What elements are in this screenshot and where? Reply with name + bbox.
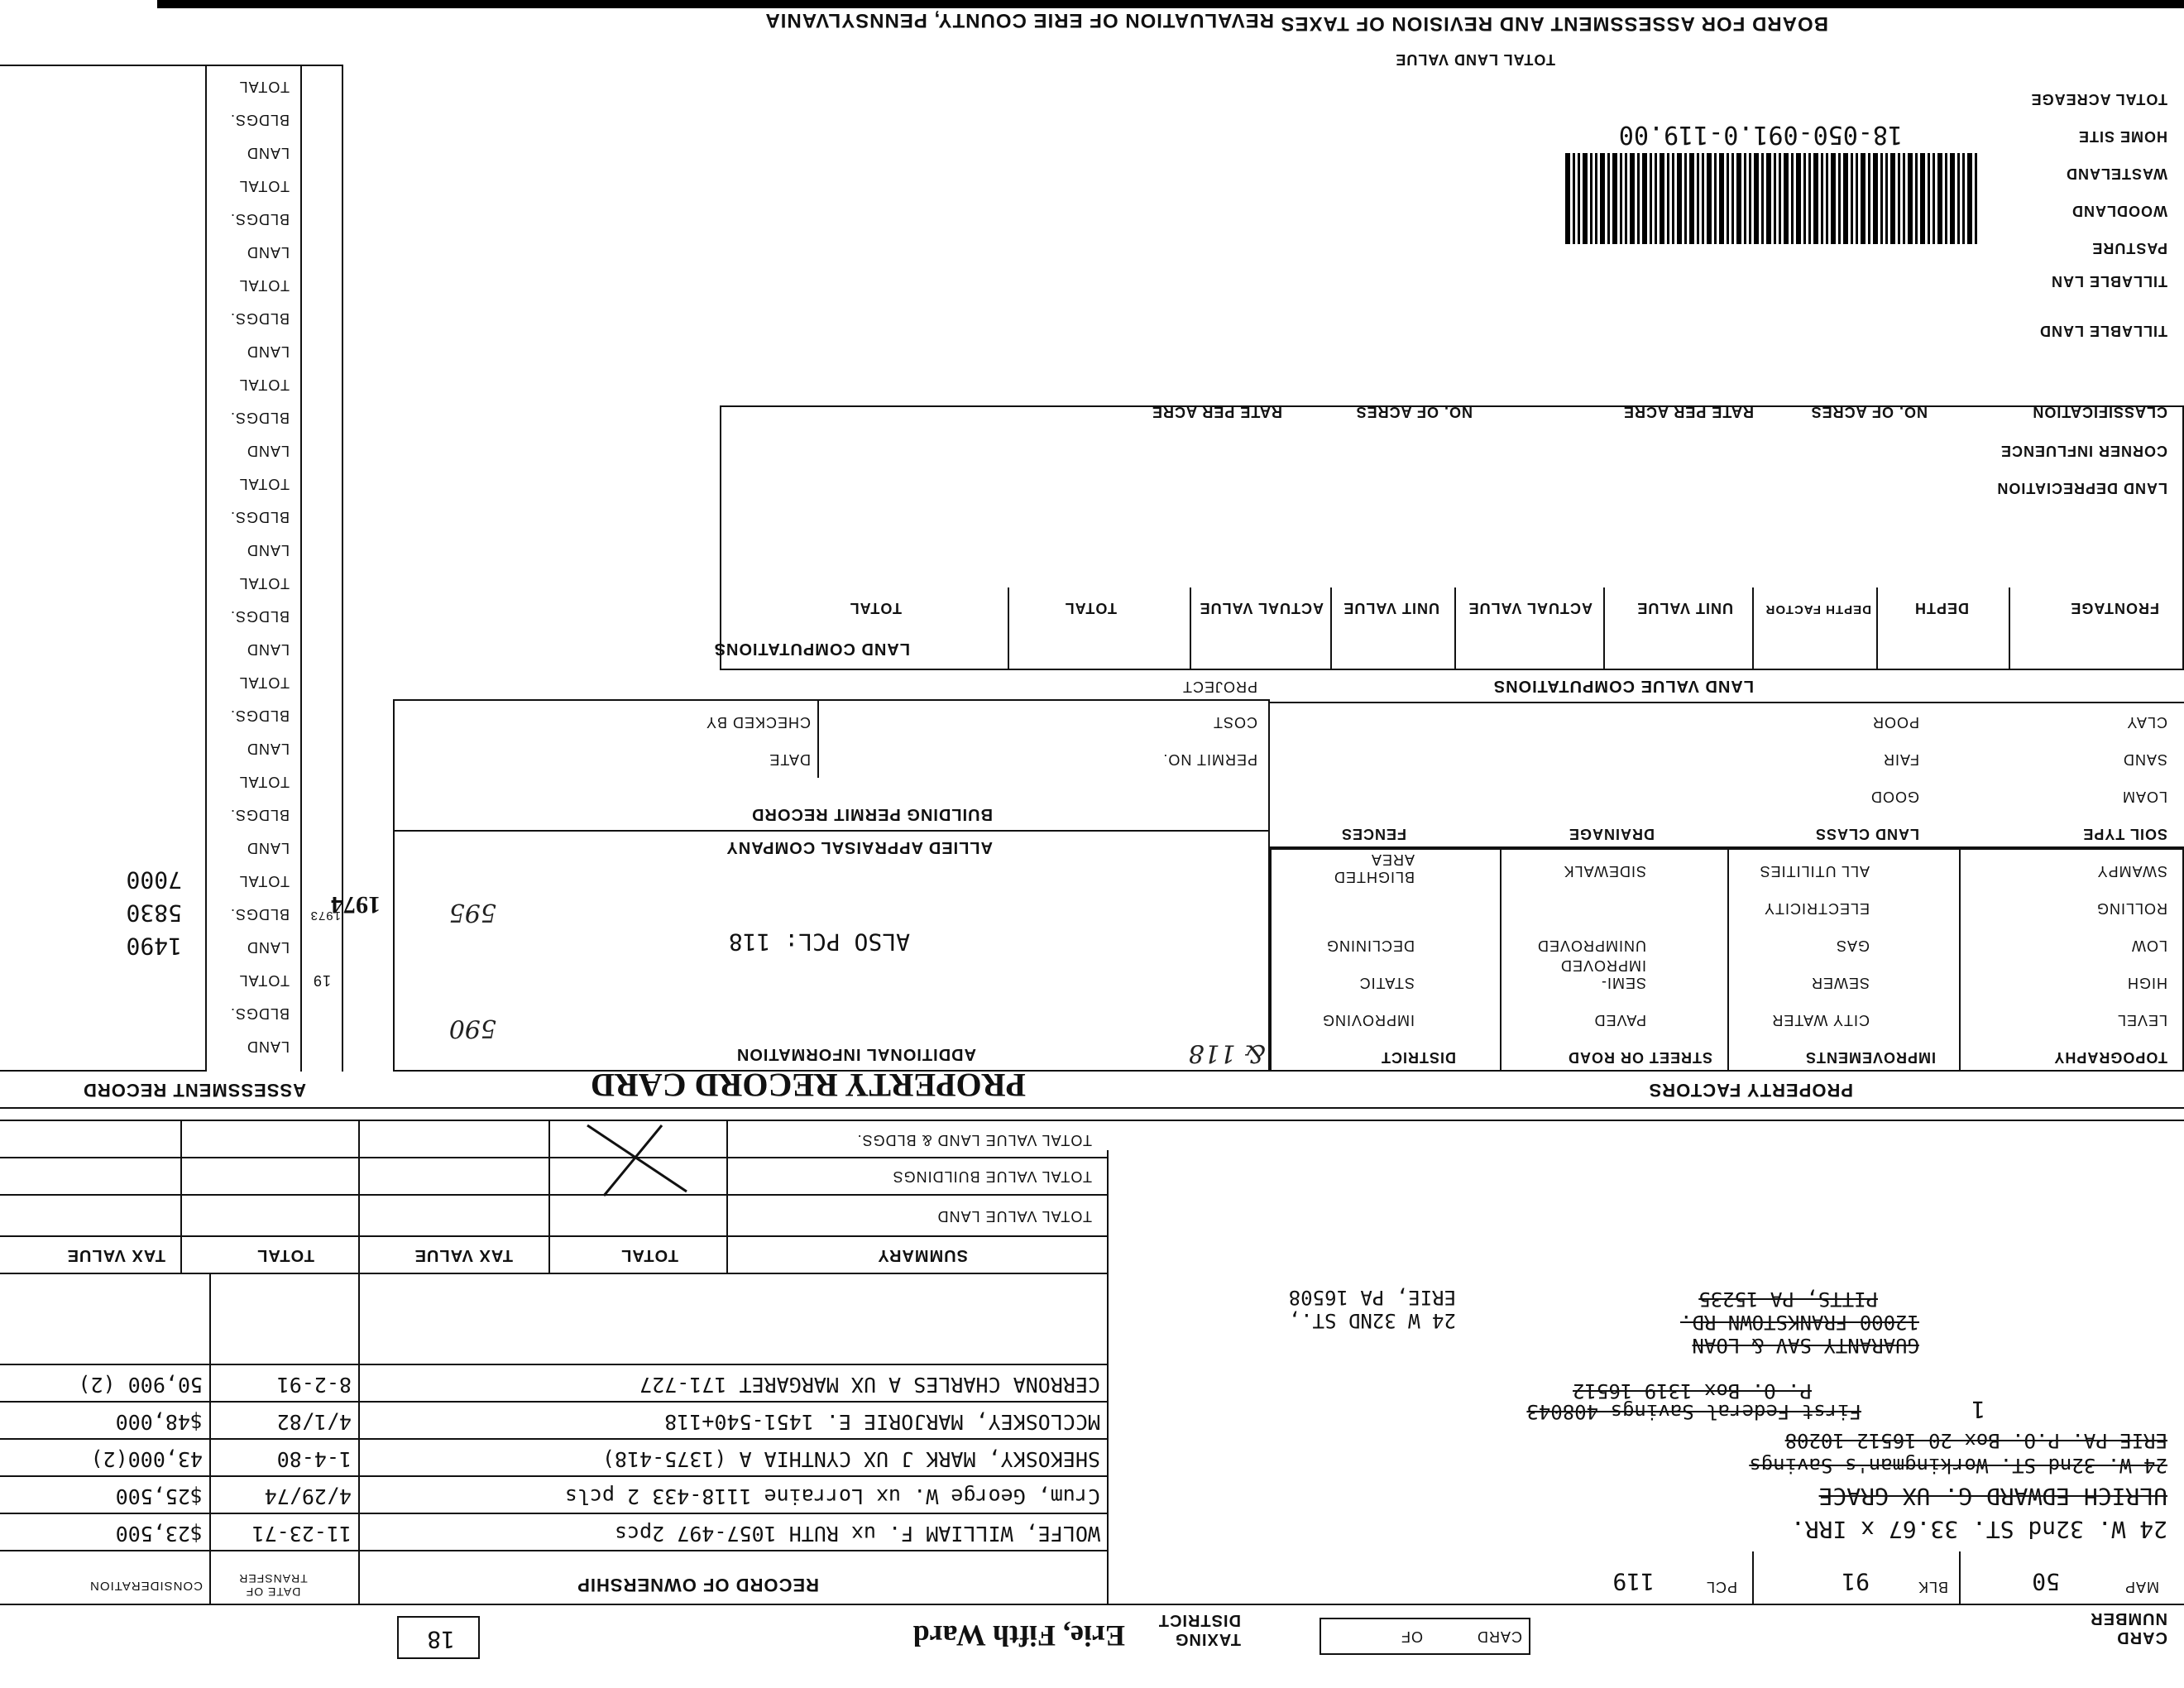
rule-mid (0, 1107, 2184, 1109)
scan-edge-bar (157, 0, 2184, 8)
barcode (1563, 153, 1977, 244)
asmt-bldg-7: BLDGS. (229, 410, 290, 426)
asmt-bldg-10: BLDGS. (229, 112, 290, 128)
factors-v3 (1500, 848, 1502, 1072)
permit-title: BUILDING PERMIT RECORD (751, 805, 993, 823)
soil-top (1270, 846, 2184, 848)
topo-1: LEVEL (2116, 1012, 2167, 1029)
impr-4: ELECTRICITY (1763, 900, 1870, 917)
summary-v3 (358, 1121, 360, 1274)
ownership-date-4: 4/1/82 (276, 1410, 352, 1434)
fences: FENCES (1340, 826, 1406, 842)
lender-struck-4: 12000 FRANKSTOWN RD. (1680, 1311, 1919, 1334)
of-label: OF (1401, 1628, 1423, 1645)
acre-row-1: TILLABLE LAND (2039, 323, 2167, 339)
soil-1: LOAM (2121, 789, 2167, 805)
factors-title: PROPERTY FACTORS (1648, 1080, 1853, 1101)
asmt-bldg-4: BLDGS. (229, 707, 290, 724)
soil-type: SOIL TYPE (2082, 826, 2167, 842)
street-2: SEMI-IMPROVED (1559, 957, 1646, 991)
asmt-total-3: TOTAL (238, 774, 290, 790)
permit-top (393, 830, 1270, 832)
summary-tax-header-1: TAX VALUE (414, 1246, 513, 1264)
asmt-bldg-9: BLDGS. (229, 211, 290, 228)
ownership-date-header: DATE OF TRANSFER (238, 1572, 308, 1599)
assessment-v1 (342, 66, 343, 1072)
asmt-bldg-5: BLDGS. (229, 608, 290, 625)
asmt-total-1: TOTAL (238, 972, 290, 989)
acre-row-6: HOME SITE (2077, 128, 2167, 145)
ownership-v-cons (209, 1274, 211, 1605)
asmt-total-value: 7000 (126, 866, 182, 894)
total-land-value: TOTAL LAND VALUE (1395, 51, 1555, 68)
summary-total-header-1: TOTAL (620, 1246, 678, 1264)
grade-2: FAIR (1882, 751, 1919, 768)
asmt-land-4: LAND (246, 741, 290, 757)
impr-5: ALL UTILITIES (1759, 863, 1870, 880)
factors-v2 (1727, 848, 1729, 1072)
asmt-land-5: LAND (246, 641, 290, 658)
ownership-owner-5: CERRONA CHARLES A UX MARGARET 171-727 (639, 1373, 1100, 1397)
summary-v2 (548, 1121, 550, 1274)
asmt-land-10: LAND (246, 145, 290, 161)
lv-depth-factor: DEPTH FACTOR (1765, 602, 1871, 616)
impr-1: CITY WATER (1771, 1012, 1870, 1029)
ownership-date-1: 11-23-71 (251, 1522, 352, 1546)
summary-title: SUMMARY (877, 1246, 968, 1264)
parcel-mark: 1 (1971, 1396, 1985, 1423)
lv-rate-acre-1: RATE PER ACRE (1622, 404, 1754, 420)
ownership-row-4 (0, 1401, 1109, 1403)
lv-rate-acre-2: RATE PER ACRE (1151, 404, 1282, 420)
lv-depth: DEPTH (1913, 600, 1969, 616)
blk-value: 91 (1842, 1568, 1870, 1595)
summary-cross-mark (579, 1121, 695, 1200)
ownership-consideration-header: CONSIDERATION (89, 1579, 203, 1593)
ownership-owner-1: WOLFE, WILLIAM F. ux RUTH 1057-497 2pcs (615, 1522, 1100, 1546)
asmt-total-5: TOTAL (238, 575, 290, 592)
ownership-consideration-4: $48,000 (115, 1410, 203, 1434)
ownership-owner-4: MCCLOSKEY, MARJORIE E. 1451-540+118 (664, 1410, 1100, 1434)
ownership-title: RECORD OF OWNERSHIP (577, 1575, 819, 1595)
asmt-land-8: LAND (246, 343, 290, 360)
asmt-land-6: LAND (246, 542, 290, 559)
assessment-v2 (300, 66, 302, 1072)
lender-struck-1: First Federal Savings 408043 (1526, 1400, 1861, 1423)
permit-cost: COST (1212, 714, 1257, 731)
topo-2: HIGH (2127, 975, 2167, 991)
asmt-bldg-3: BLDGS. (229, 807, 290, 823)
map-label: MAP (2124, 1579, 2159, 1595)
owner-struck-3: ERIE PA. P.O. Box 20 16512 10208 (1784, 1429, 2167, 1452)
land-computations: LAND COMPUTATIONS (713, 640, 910, 658)
lv-v8 (1008, 587, 1009, 670)
district-1: IMPROVING (1321, 1012, 1415, 1029)
asmt-bldg-8: BLDGS. (229, 310, 290, 327)
summary-v1 (726, 1121, 728, 1274)
ownership-consideration-3: 43,000(2) (90, 1447, 203, 1471)
hand-note-1: 590 (448, 1014, 496, 1043)
acre-row-4: WOODLAND (2071, 203, 2167, 219)
street-3: UNIMPROVED (1536, 938, 1646, 954)
pcl-value: 119 (1612, 1568, 1655, 1595)
summary-bottom (0, 1120, 2184, 1121)
land-value-title: LAND VALUE COMPUTATIONS (1492, 677, 1754, 695)
right-edge-top (0, 1070, 207, 1072)
acre-row-5: WASTELAND (2066, 165, 2167, 182)
owner-struck-2: 24 W. 32nd ST. Workingman's Savings (1749, 1454, 2167, 1477)
district-code: 18 (427, 1626, 455, 1653)
district-5: BLIGHTED AREA (1333, 851, 1415, 885)
lv-v4 (1603, 587, 1605, 670)
ownership-consideration-5: 50,900 (2) (78, 1373, 203, 1397)
factors-v1 (1959, 848, 1961, 1072)
taxing-district-label: TAXING DISTRICT (1157, 1611, 1241, 1648)
asmt-yr-2: 1973 (309, 909, 341, 923)
impr-2: SEWER (1810, 975, 1870, 991)
lv-unit-value-2: UNIT VALUE (1343, 600, 1439, 616)
district-2: STATIC (1358, 975, 1415, 991)
mail-address-1: 24 W 32ND ST., (1288, 1309, 1456, 1332)
asmt-total-6: TOTAL (238, 476, 290, 492)
total-acreage: TOTAL ACREAGE (2030, 91, 2167, 108)
asmt-total-9: TOTAL (238, 178, 290, 194)
lv-v2 (1876, 587, 1878, 670)
rule-map-top (0, 1604, 2184, 1605)
asmt-land-2: LAND (246, 939, 290, 956)
also-pcl: ALSO PCL: 118 (728, 928, 910, 956)
lv-actual-value-1: ACTUAL VALUE (1468, 600, 1592, 616)
rule-map-v2 (1752, 1551, 1754, 1605)
factors-improvements: IMPROVEMENTS (1804, 1049, 1936, 1066)
summary-top (0, 1273, 1109, 1274)
ownership-row-3 (0, 1438, 1109, 1440)
asmt-bldg-2: BLDGS. (229, 906, 290, 923)
asmt-land-3: LAND (246, 840, 290, 856)
blk-label: BLK (1917, 1579, 1948, 1595)
lv-frontage: FRONTAGE (2070, 600, 2159, 616)
permit-v (817, 699, 819, 778)
ownership-row-2 (0, 1475, 1109, 1477)
acre-row-2: TILLABLE LAN (2051, 273, 2167, 290)
summary-v4 (180, 1121, 182, 1274)
rule-map-bottom (0, 1550, 1109, 1551)
asmt-yr-1974: 1974 (331, 891, 381, 918)
ownership-date-2: 4/29/74 (264, 1484, 352, 1508)
record-card-title: PROPERTY RECORD CARD (591, 1067, 1026, 1104)
lv-corner-influence: CORNER INFLUENCE (2000, 443, 2167, 459)
lender-struck-5: PITTS, PA 15235 (1698, 1288, 1878, 1311)
map-value: 50 (2032, 1568, 2060, 1595)
summary-tax-header-2: TAX VALUE (66, 1246, 165, 1264)
card-number-label: CARD NUMBER (2090, 1609, 2167, 1647)
asmt-total-8: TOTAL (238, 277, 290, 294)
lv-total-1: TOTAL (1064, 600, 1117, 616)
factors-district: DISTRICT (1381, 1049, 1456, 1066)
barcode-number: 18-050-091.0-119.00 (1618, 120, 1903, 149)
record-card-frame (393, 699, 1270, 1072)
assessment-v3 (205, 66, 207, 1072)
rule-map-v1 (1959, 1551, 1961, 1605)
asmt-bldg-1: BLDGS. (229, 1005, 290, 1022)
lv-total-2: TOTAL (849, 600, 902, 616)
grade-3: POOR (1871, 714, 1919, 731)
street-1: PAVED (1593, 1012, 1646, 1029)
land-value-grid (720, 405, 2184, 670)
asmt-total-4: TOTAL (238, 674, 290, 691)
right-edge-bottom (0, 65, 343, 66)
land-class: LAND CLASS (1815, 826, 1919, 842)
soil-3: CLAY (2126, 714, 2167, 731)
street-5: SIDEWALK (1563, 863, 1646, 880)
drainage: DRAINAGE (1568, 826, 1655, 842)
permit-date: DATE (769, 751, 811, 768)
impr-3: GAS (1835, 938, 1870, 954)
ownership-date-5: 8-2-91 (276, 1373, 352, 1397)
lv-unit-value-1: UNIT VALUE (1636, 600, 1733, 616)
ownership-owner-2: Crum, George W. ux Lorraine 1118-433 2 pcls (564, 1484, 1100, 1508)
rule-map-v3 (1107, 1150, 1109, 1605)
ownership-owner-3: SHEKOSKY, MARK J UX CYNTHIA A (1375-418) (601, 1447, 1100, 1471)
pcl-label: PCL (1705, 1579, 1737, 1595)
lv-v1 (2009, 587, 2010, 670)
ownership-consideration-2: $25,500 (115, 1484, 203, 1508)
ownership-row-5 (0, 1364, 1109, 1365)
ownership-consideration-1: $23,500 (115, 1522, 203, 1546)
header-title: REVALUATION OF ERIE COUNTY, PENNSYLVANIA (764, 9, 1274, 31)
lv-classification: CLASSIFICATION (2032, 404, 2167, 420)
summary-row-both: TOTAL VALUE LAND & BLDGS. (856, 1132, 1092, 1149)
lender-struck-2: P. O. Box 1319 16512 (1573, 1379, 1812, 1403)
grade-1: GOOD (1870, 789, 1919, 805)
soil-2: SAND (2122, 751, 2167, 768)
lv-land-depreciation: LAND DEPRECIATION (1996, 480, 2167, 496)
pcl-note: & 118 (1188, 1038, 1266, 1067)
asmt-land-value: 1490 (126, 933, 182, 960)
asmt-total-2: TOTAL (238, 873, 290, 890)
asmt-total-10: TOTAL (238, 79, 290, 95)
district-3: DECLINING (1325, 938, 1415, 954)
permit-no: PERMIT NO. (1162, 751, 1257, 768)
ownership-v-date (358, 1274, 360, 1605)
lv-v5 (1454, 587, 1456, 670)
topo-5: SWAMPY (2096, 863, 2167, 880)
ownership-date-3: 1-4-80 (276, 1447, 352, 1471)
summary-total-header-2: TOTAL (256, 1246, 314, 1264)
asmt-yr-1: 19 (312, 972, 331, 989)
acre-row-3: PASTURE (2091, 240, 2167, 257)
asmt-land-7: LAND (246, 443, 290, 459)
factors-topography: TOPOGRAPHY (2053, 1049, 2167, 1066)
asmt-bldg-6: BLDGS. (229, 509, 290, 525)
additional-info: ADDITIONAL INFORMATION (735, 1045, 976, 1063)
asmt-land-1: LAND (246, 1038, 290, 1055)
parcel-location: 24 W. 32nd ST. 33.67 x IRR. (1790, 1516, 2167, 1543)
hand-note-2: 595 (448, 898, 496, 927)
asmt-land-9: LAND (246, 244, 290, 261)
summary-r2 (0, 1194, 1109, 1196)
asmt-bldg-value: 5830 (126, 899, 182, 927)
soil-bottom (1270, 702, 2184, 703)
mail-address-2: ERIE, PA 16508 (1288, 1286, 1456, 1309)
lv-no-acres-1: NO. OF ACRES (1810, 404, 1928, 420)
header-board: BOARD FOR ASSESSMENT AND REVISION OF TAXES (1280, 12, 1828, 35)
permit-project: PROJECT (1181, 679, 1257, 695)
topo-3: LOW (2130, 938, 2167, 954)
ownership-row-1 (0, 1513, 1109, 1514)
lv-v3 (1752, 587, 1754, 670)
lv-v7 (1190, 587, 1191, 670)
owner-struck-1: ULRICH EDWARD G. UX GRACE (1818, 1483, 2167, 1510)
lv-actual-value-2: ACTUAL VALUE (1199, 600, 1324, 616)
topo-4: ROLLING (2095, 900, 2167, 917)
summary-r1 (0, 1235, 1109, 1237)
asmt-total-7: TOTAL (238, 376, 290, 393)
lv-v6 (1330, 587, 1332, 670)
allied-company: ALLIED APPRAISAL COMPANY (726, 838, 993, 856)
summary-row-land: TOTAL VALUE LAND (936, 1208, 1092, 1225)
lender-struck-3: GUARANTY SAV & LOAN (1692, 1334, 1919, 1357)
taxing-district: Erie, Fifth Ward (912, 1619, 1125, 1652)
factors-street: STREET OR ROAD (1567, 1049, 1712, 1066)
permit-checked: CHECKED BY (705, 714, 811, 731)
summary-r3 (0, 1157, 1109, 1158)
card-label: CARD (1476, 1628, 1522, 1645)
lv-no-acres-2: NO. OF ACRES (1355, 404, 1473, 420)
summary-row-bldg: TOTAL VALUE BUILDINGS (892, 1168, 1092, 1185)
assessment-title: ASSESSMENT RECORD (82, 1080, 306, 1101)
